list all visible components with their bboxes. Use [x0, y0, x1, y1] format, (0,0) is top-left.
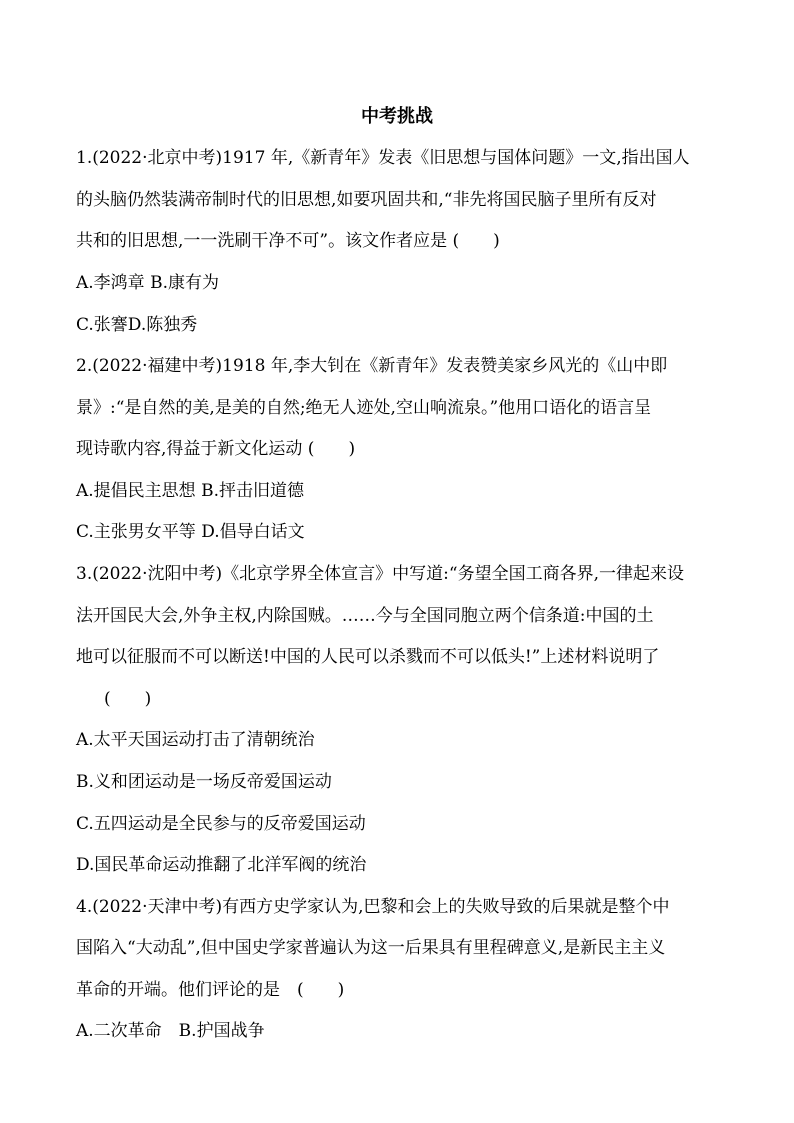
- question-1-option-line-1: A.李鸿章 B.康有为: [76, 273, 219, 293]
- question-4-line-3: 革命的开端。他们评论的是 ( ): [76, 980, 345, 1000]
- question-3-line-4: ( ): [104, 689, 152, 709]
- question-3-option-a: A.太平天国运动打击了清朝统治: [76, 730, 315, 750]
- question-3-line-3: 地可以征服而不可以断送!中国的人民可以杀戮而不可以低头!”上述材料说明了: [76, 647, 660, 667]
- question-3-line-2: 法开国民大会,外争主权,内除国贼。……今与全国同胞立两个信条道:中国的土: [76, 606, 654, 626]
- question-3-option-d: D.国民革命运动推翻了北洋军阀的统治: [76, 855, 367, 875]
- question-4-line-1: 4.(2022·天津中考)有西方史学家认为,巴黎和会上的失败导致的后果就是整个中: [76, 897, 670, 917]
- question-3-line-1: 3.(2022·沈阳中考)《北京学界全体宣言》中写道:“务望全国工商各界,一律起来设: [76, 564, 684, 584]
- question-1-option-line-2: C.张謇D.陈独秀: [76, 315, 198, 335]
- question-3-option-b: B.义和团运动是一场反帝爱国运动: [76, 772, 332, 792]
- question-3-option-c: C.五四运动是全民参与的反帝爱国运动: [76, 814, 366, 834]
- question-2-line-1: 2.(2022·福建中考)1918 年,李大钊在《新青年》发表赞美家乡风光的《山中即: [76, 356, 668, 376]
- question-2-line-3: 现诗歌内容,得益于新文化运动 ( ): [76, 439, 356, 459]
- page-title: 中考挑战: [361, 106, 433, 127]
- question-4-option-line-1: A.二次革命 B.护国战争: [76, 1021, 265, 1041]
- question-1-line-2: 的头脑仍然装满帝制时代的旧思想,如要巩固共和,“非先将国民脑子里所有反对: [76, 190, 657, 210]
- question-1-line-3: 共和的旧思想,一一洗刷干净不可”。该文作者应是 ( ): [76, 231, 500, 251]
- question-2-line-2: 景》:“是自然的美,是美的自然;绝无人迹处,空山响流泉。”他用口语化的语言呈: [76, 398, 652, 418]
- question-2-option-line-2: C.主张男女平等 D.倡导白话文: [76, 522, 305, 542]
- question-1-line-1: 1.(2022·北京中考)1917 年,《新青年》发表《旧思想与国体问题》一文,指出国人: [76, 148, 690, 168]
- question-4-line-2: 国陷入“大动乱”,但中国史学家普遍认为这一后果具有里程碑意义,是新民主主义: [76, 938, 666, 958]
- question-2-option-line-1: A.提倡民主思想 B.抨击旧道德: [76, 481, 304, 501]
